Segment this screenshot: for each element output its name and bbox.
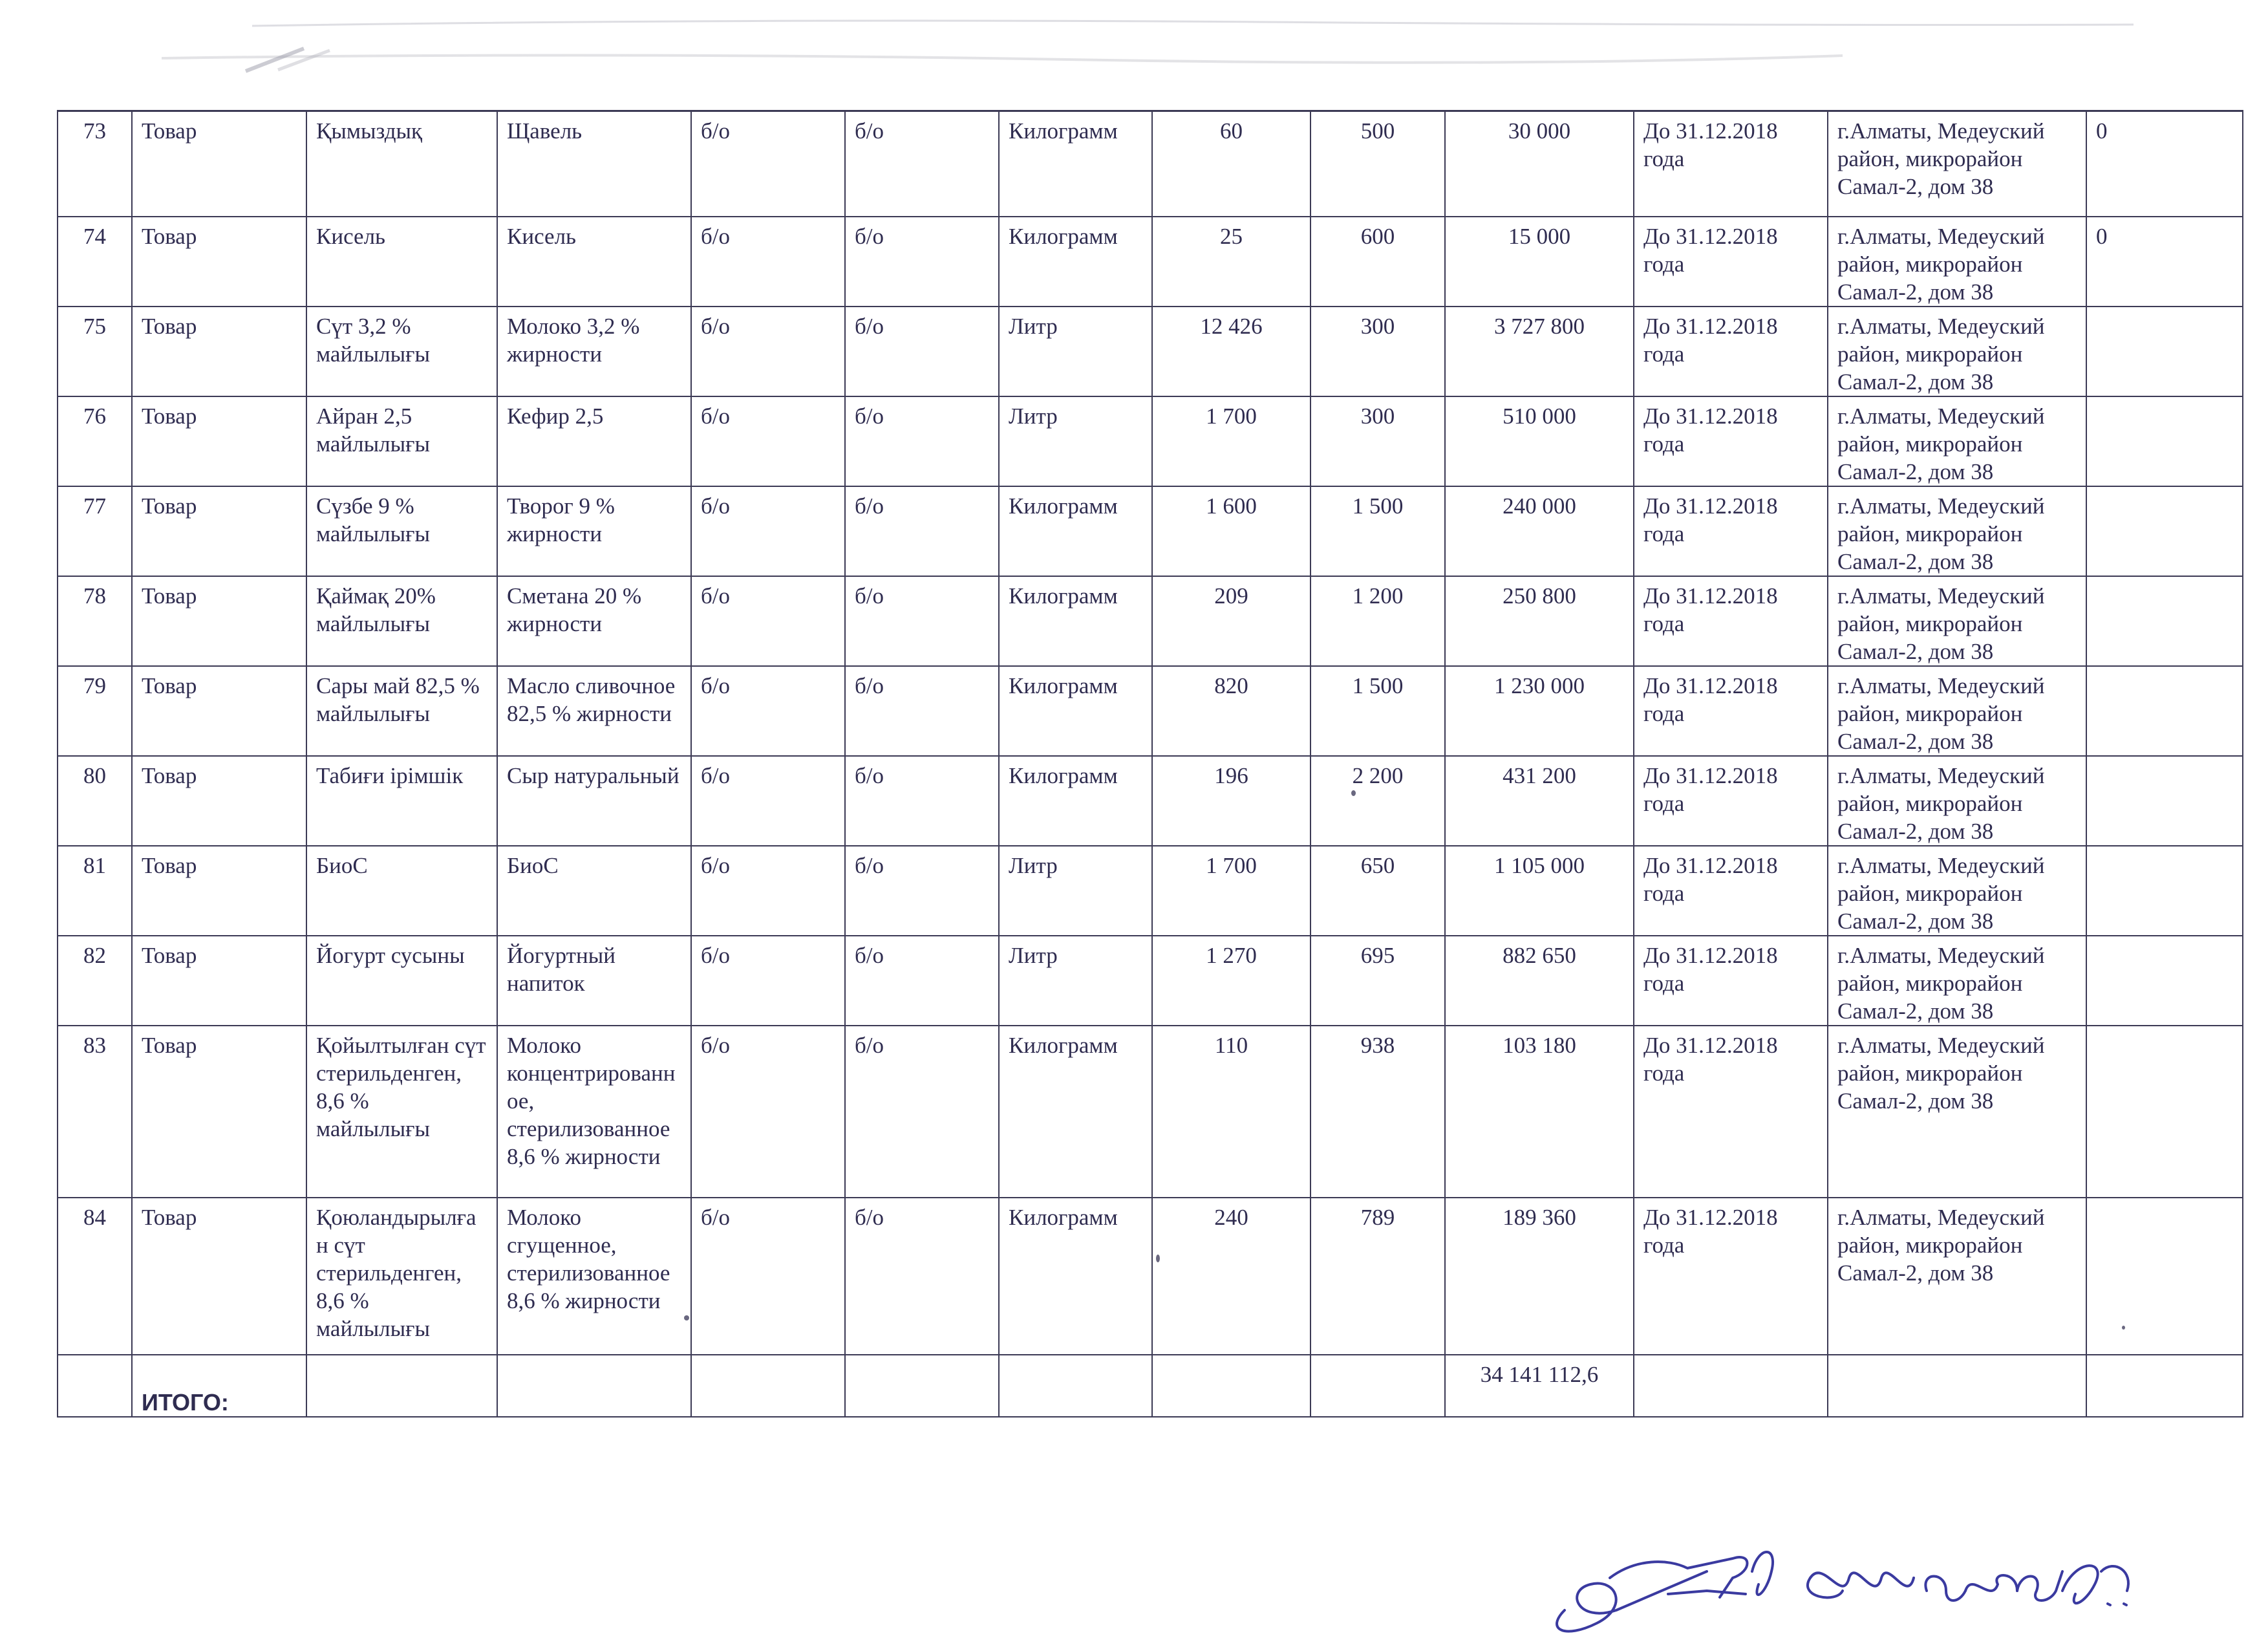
cell-name-ru: Йогуртный напиток: [497, 936, 691, 1026]
cell-unit: Килограмм: [999, 1026, 1152, 1198]
cell-adv: 0: [2086, 217, 2243, 307]
cell-term: До 31.12.2018 года: [1634, 846, 1828, 936]
cell-price: 695: [1311, 936, 1445, 1026]
cell-n: 79: [58, 666, 132, 756]
scan-speck: [2122, 1326, 2125, 1330]
cell-price: 500: [1311, 111, 1445, 217]
cell-term: До 31.12.2018 года: [1634, 111, 1828, 217]
cell-unit: Литр: [999, 846, 1152, 936]
cell-name-ru: Кефир 2,5: [497, 396, 691, 486]
table-row: [58, 111, 2243, 217]
cell-name-kz: Қымыздық: [306, 111, 497, 217]
cell-term: До 31.12.2018 года: [1634, 576, 1828, 666]
cell-unit: Килограмм: [999, 666, 1152, 756]
cell-adv: [2086, 756, 2243, 846]
cell-n: 75: [58, 307, 132, 396]
cell-price: 650: [1311, 846, 1445, 936]
cell-place: г.Алматы, Медеуский район, микрорайон Самал-2, дом 38: [1828, 936, 2086, 1026]
table-row: [58, 217, 2243, 307]
cell-name-kz: Кисель: [306, 217, 497, 307]
cell-c5: б/о: [691, 486, 845, 576]
cell-c6: б/о: [845, 576, 999, 666]
cell-type: Товар: [132, 486, 306, 576]
cell-qty: 820: [1152, 666, 1311, 756]
cell-adv: [2086, 1198, 2243, 1355]
cell-qty: 1 270: [1152, 936, 1311, 1026]
cell-type: Товар: [132, 1026, 306, 1198]
total-value: 34 141 112,6: [1445, 1355, 1634, 1417]
cell-c6: б/о: [845, 846, 999, 936]
table-row: [58, 756, 2243, 846]
cell-term: До 31.12.2018 года: [1634, 666, 1828, 756]
cell-c5: б/о: [691, 111, 845, 217]
cell-type: Товар: [132, 846, 306, 936]
cell-adv: [2086, 307, 2243, 396]
cell-type: Товар: [132, 576, 306, 666]
cell-type: Товар: [132, 217, 306, 307]
cell-name-kz: Қаймақ 20% майлылығы: [306, 576, 497, 666]
cell-n: 73: [58, 111, 132, 217]
cell-price: 1 500: [1311, 666, 1445, 756]
cell-price: 1 500: [1311, 486, 1445, 576]
cell-c5: б/о: [691, 576, 845, 666]
table-row: [58, 666, 2243, 756]
cell-adv: [2086, 1026, 2243, 1198]
cell-qty: 1 700: [1152, 846, 1311, 936]
cell-term: До 31.12.2018 года: [1634, 396, 1828, 486]
cell-sum: 431 200: [1445, 756, 1634, 846]
cell-unit: Килограмм: [999, 756, 1152, 846]
cell-sum: 30 000: [1445, 111, 1634, 217]
total-cell-n: [58, 1355, 132, 1417]
cell-term: До 31.12.2018 года: [1634, 936, 1828, 1026]
cell-price: 300: [1311, 307, 1445, 396]
cell-sum: 510 000: [1445, 396, 1634, 486]
cell-sum: 103 180: [1445, 1026, 1634, 1198]
cell-qty: 1 600: [1152, 486, 1311, 576]
table-row: [58, 1198, 2243, 1355]
cell-term: До 31.12.2018 года: [1634, 1026, 1828, 1198]
cell-qty: 25: [1152, 217, 1311, 307]
cell-type: Товар: [132, 307, 306, 396]
cell-name-kz: Сүзбе 9 % майлылығы: [306, 486, 497, 576]
cell-n: 74: [58, 217, 132, 307]
cell-n: 78: [58, 576, 132, 666]
cell-c5: б/о: [691, 1026, 845, 1198]
cell-sum: 15 000: [1445, 217, 1634, 307]
cell-place: г.Алматы, Медеуский район, микрорайон Самал-2, дом 38: [1828, 486, 2086, 576]
cell-name-ru: Молоко 3,2 % жирности: [497, 307, 691, 396]
cell-c6: б/о: [845, 1026, 999, 1198]
cell-sum: 189 360: [1445, 1198, 1634, 1355]
cell-c5: б/о: [691, 307, 845, 396]
cell-name-ru: Молоко сгущенное, стерилизованное 8,6 % жирности: [497, 1198, 691, 1355]
cell-unit: Литр: [999, 396, 1152, 486]
cell-sum: 1 230 000: [1445, 666, 1634, 756]
cell-term: До 31.12.2018 года: [1634, 217, 1828, 307]
cell-name-kz: Қоюландырылған сүт стерильденген, 8,6 % майлылығы: [306, 1198, 497, 1355]
cell-c6: б/о: [845, 396, 999, 486]
cell-unit: Килограмм: [999, 217, 1152, 307]
cell-type: Товар: [132, 1198, 306, 1355]
cell-n: 80: [58, 756, 132, 846]
cell-name-ru: Сыр натуральный: [497, 756, 691, 846]
cell-n: 83: [58, 1026, 132, 1198]
cell-c6: б/о: [845, 756, 999, 846]
cell-name-kz: Айран 2,5 майлылығы: [306, 396, 497, 486]
cell-sum: 250 800: [1445, 576, 1634, 666]
cell-n: 84: [58, 1198, 132, 1355]
cell-place: г.Алматы, Медеуский район, микрорайон Самал-2, дом 38: [1828, 1026, 2086, 1198]
scan-speck: [1351, 790, 1356, 796]
scan-speck: [684, 1315, 689, 1320]
cell-name-kz: Йогурт сусыны: [306, 936, 497, 1026]
cell-place: г.Алматы, Медеуский район, микрорайон Самал-2, дом 38: [1828, 666, 2086, 756]
cell-name-ru: Масло сливочное 82,5 % жирности: [497, 666, 691, 756]
cell-c5: б/о: [691, 666, 845, 756]
cell-term: До 31.12.2018 года: [1634, 1198, 1828, 1355]
cell-name-ru: Творог 9 % жирности: [497, 486, 691, 576]
cell-c5: б/о: [691, 756, 845, 846]
cell-place: г.Алматы, Медеуский район, микрорайон Самал-2, дом 38: [1828, 396, 2086, 486]
total-label: ИТОГО:: [132, 1355, 306, 1417]
cell-unit: Килограмм: [999, 1198, 1152, 1355]
cell-c6: б/о: [845, 217, 999, 307]
cell-name-kz: БиоС: [306, 846, 497, 936]
cell-price: 600: [1311, 217, 1445, 307]
cell-type: Товар: [132, 756, 306, 846]
cell-type: Товар: [132, 936, 306, 1026]
cell-unit: Килограмм: [999, 576, 1152, 666]
cell-qty: 1 700: [1152, 396, 1311, 486]
signature: [1539, 1533, 2159, 1643]
cell-name-kz: Сүт 3,2 % майлылығы: [306, 307, 497, 396]
cell-name-ru: Кисель: [497, 217, 691, 307]
cell-unit: Килограмм: [999, 111, 1152, 217]
cell-c6: б/о: [845, 486, 999, 576]
table-row: [58, 307, 2243, 396]
cell-adv: [2086, 936, 2243, 1026]
cell-place: г.Алматы, Медеуский район, микрорайон Самал-2, дом 38: [1828, 1198, 2086, 1355]
cell-c6: б/о: [845, 307, 999, 396]
goods-table: [57, 110, 2243, 1417]
cell-place: г.Алматы, Медеуский район, микрорайон Самал-2, дом 38: [1828, 307, 2086, 396]
table-row: [58, 486, 2243, 576]
cell-n: 76: [58, 396, 132, 486]
cell-qty: 240: [1152, 1198, 1311, 1355]
cell-c6: б/о: [845, 936, 999, 1026]
cell-adv: [2086, 486, 2243, 576]
cell-sum: 3 727 800: [1445, 307, 1634, 396]
cell-adv: [2086, 666, 2243, 756]
cell-qty: 196: [1152, 756, 1311, 846]
cell-c6: б/о: [845, 666, 999, 756]
cell-adv: [2086, 576, 2243, 666]
cell-adv: 0: [2086, 111, 2243, 217]
total-row: [58, 1355, 2243, 1417]
cell-price: 300: [1311, 396, 1445, 486]
cell-qty: 60: [1152, 111, 1311, 217]
cell-qty: 209: [1152, 576, 1311, 666]
cell-place: г.Алматы, Медеуский район, микрорайон Самал-2, дом 38: [1828, 217, 2086, 307]
cell-sum: 882 650: [1445, 936, 1634, 1026]
scan-speck: [1156, 1255, 1160, 1262]
cell-c5: б/о: [691, 217, 845, 307]
cell-qty: 110: [1152, 1026, 1311, 1198]
cell-sum: 240 000: [1445, 486, 1634, 576]
cell-name-kz: Сары май 82,5 % майлылығы: [306, 666, 497, 756]
scan-artifact: [162, 13, 2166, 84]
cell-adv: [2086, 396, 2243, 486]
cell-type: Товар: [132, 666, 306, 756]
cell-price: 938: [1311, 1026, 1445, 1198]
cell-term: До 31.12.2018 года: [1634, 486, 1828, 576]
cell-name-ru: Щавель: [497, 111, 691, 217]
cell-n: 81: [58, 846, 132, 936]
cell-name-ru: Сметана 20 % жирности: [497, 576, 691, 666]
cell-c5: б/о: [691, 396, 845, 486]
cell-name-ru: БиоС: [497, 846, 691, 936]
cell-qty: 12 426: [1152, 307, 1311, 396]
cell-price: 789: [1311, 1198, 1445, 1355]
cell-type: Товар: [132, 111, 306, 217]
cell-name-ru: Молоко концентрированное, стерилизованное 8,6 % жирности: [497, 1026, 691, 1198]
cell-unit: Литр: [999, 307, 1152, 396]
cell-term: До 31.12.2018 года: [1634, 756, 1828, 846]
cell-c5: б/о: [691, 936, 845, 1026]
cell-c5: б/о: [691, 846, 845, 936]
cell-c6: б/о: [845, 1198, 999, 1355]
cell-sum: 1 105 000: [1445, 846, 1634, 936]
cell-c6: б/о: [845, 111, 999, 217]
cell-unit: Литр: [999, 936, 1152, 1026]
cell-n: 82: [58, 936, 132, 1026]
cell-name-kz: Қойылтылған сүт стерильденген, 8,6 % майлылығы: [306, 1026, 497, 1198]
table-row: [58, 846, 2243, 936]
cell-c5: б/о: [691, 1198, 845, 1355]
cell-adv: [2086, 846, 2243, 936]
cell-place: г.Алматы, Медеуский район, микрорайон Самал-2, дом 38: [1828, 756, 2086, 846]
cell-type: Товар: [132, 396, 306, 486]
cell-name-kz: Табиғи ірімшік: [306, 756, 497, 846]
table-row: [58, 396, 2243, 486]
table-row: [58, 1026, 2243, 1198]
table-row: [58, 936, 2243, 1026]
cell-unit: Килограмм: [999, 486, 1152, 576]
cell-place: г.Алматы, Медеуский район, микрорайон Самал-2, дом 38: [1828, 111, 2086, 217]
cell-n: 77: [58, 486, 132, 576]
cell-place: г.Алматы, Медеуский район, микрорайон Самал-2, дом 38: [1828, 846, 2086, 936]
cell-term: До 31.12.2018 года: [1634, 307, 1828, 396]
table-row: [58, 576, 2243, 666]
cell-price: 2 200: [1311, 756, 1445, 846]
cell-place: г.Алматы, Медеуский район, микрорайон Самал-2, дом 38: [1828, 576, 2086, 666]
cell-price: 1 200: [1311, 576, 1445, 666]
